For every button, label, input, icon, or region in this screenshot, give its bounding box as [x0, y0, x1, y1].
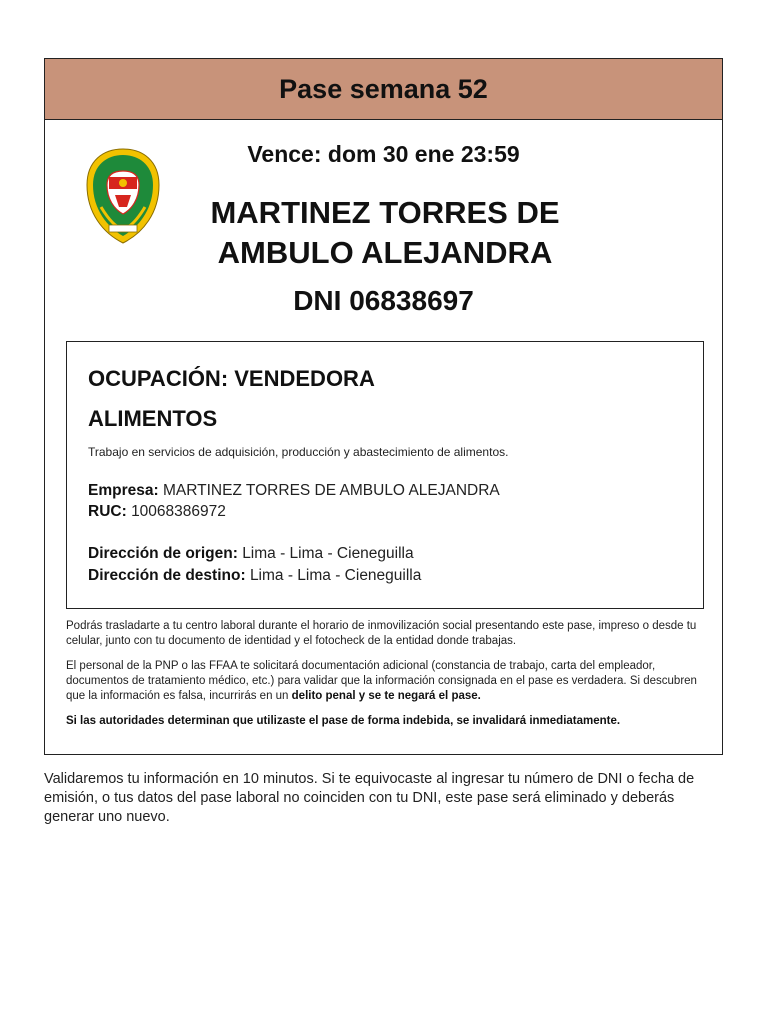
origin-line [88, 545, 414, 563]
pass-card [44, 58, 723, 755]
job-category-description: Trabajo en servicios de adquisición, producción y abastecimiento de alimentos. [88, 445, 509, 459]
note-documentation [66, 659, 706, 704]
company-value: MARTINEZ TORRES DE AMBULO ALEJANDRA [162, 482, 500, 499]
destination-value: Lima - Lima - Cieneguilla [249, 567, 422, 584]
ruc-line [88, 503, 226, 521]
pass-notes [66, 619, 706, 739]
company-line [88, 482, 500, 500]
holder-name-line1: MARTINEZ TORRES DE [210, 195, 560, 230]
job-category: ALIMENTOS [88, 406, 218, 431]
dni-number: DNI 06838697 [293, 285, 474, 316]
destination-line [88, 567, 421, 585]
pass-title: Pase semana 52 [45, 59, 722, 120]
note-misuse [66, 714, 706, 729]
job-details-box [66, 341, 704, 609]
ruc-value: 10068386972 [131, 503, 226, 520]
origin-label: Dirección de origen: [88, 545, 238, 562]
destination-label: Dirección de destino: [88, 567, 246, 584]
ruc-label: RUC: [88, 503, 127, 520]
validation-footer: Validaremos tu información en 10 minutos. Si te equivocaste al ingresar tu número de DNI o fecha de emisión, o tus datos del pase laboral no coinciden con tu DNI, este pase será eliminado y deberás generar uno nuevo. [44, 771, 695, 825]
company-label: Empresa: [88, 482, 159, 499]
holder-name-line2: AMBULO ALEJANDRA [217, 235, 553, 270]
occupation: OCUPACIÓN: VENDEDORA [88, 366, 375, 391]
note-misuse-warning: Si las autoridades determinan que utilizaste el pase de forma indebida, se invalidará inmediatamente. [66, 715, 621, 727]
holder-name [145, 193, 625, 273]
note-documentation-warning: delito penal y se te negará el pase. [291, 690, 481, 702]
note-documentation-text: El personal de la PNP o las FFAA te solicitará documentación adicional (constancia de trabajo, carta del empleador, documentos de tratamiento médico, etc.) para validar que la información consignada en el pase es verdadera. Si descubren que la información es falsa, incurrirás en un [66, 660, 697, 702]
origin-value: Lima - Lima - Cieneguilla [242, 545, 414, 562]
expiration-date: Vence: dom 30 ene 23:59 [247, 141, 520, 167]
note-usage: Podrás trasladarte a tu centro laboral durante el horario de inmovilización social presentando este pase, impreso o desde tu celular, junto con tu documento de identidad y el fotocheck de la entidad donde trabajas. [66, 620, 697, 647]
